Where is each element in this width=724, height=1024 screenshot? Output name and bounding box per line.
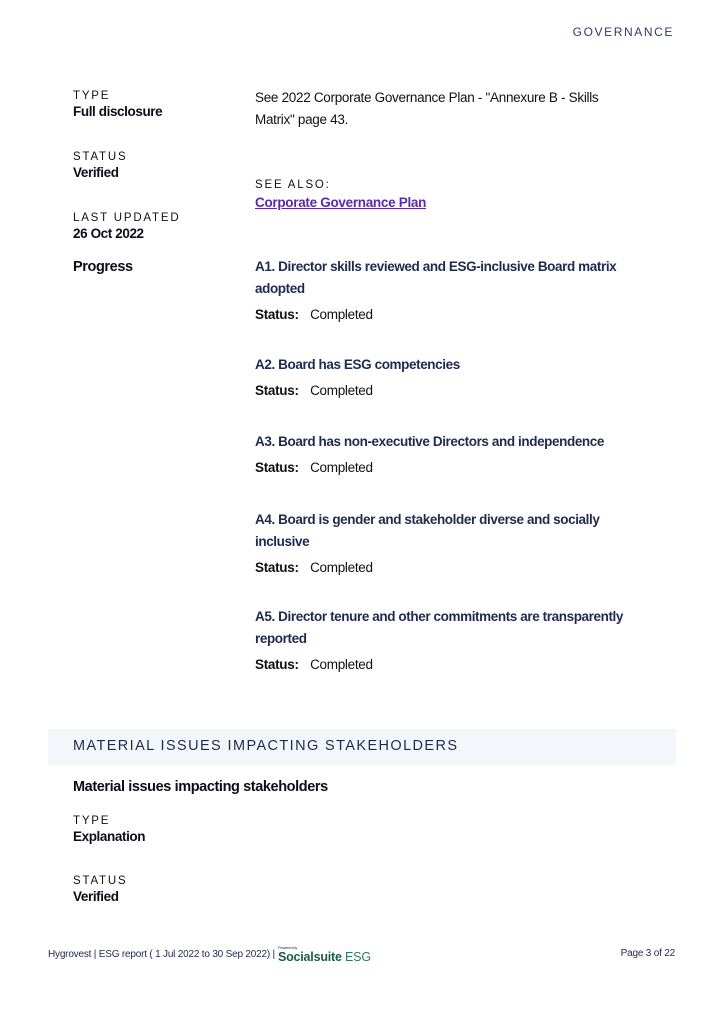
meta-type [73, 89, 243, 121]
status-value: Verified [73, 889, 119, 904]
status-label: STATUS [73, 875, 128, 887]
type-label: TYPE [73, 815, 111, 827]
meta-status [73, 150, 243, 182]
section-meta-status [73, 874, 243, 906]
progress-item-title: A2. Board has ESG competencies [255, 357, 460, 372]
footer-report-info [48, 946, 371, 964]
disclosure-block [255, 87, 640, 131]
section-header-bar [48, 729, 676, 765]
brand-suffix: ESG [345, 950, 371, 964]
section-meta-type [73, 814, 243, 846]
status-key: Status: [255, 307, 299, 322]
page-number: Page 3 of 22 [620, 948, 675, 959]
progress-item-a5 [255, 606, 645, 674]
see-also-label: SEE ALSO: [255, 179, 331, 191]
progress-item-status [255, 656, 645, 674]
progress-item-title: A3. Board has non-executive Directors and independence [255, 434, 604, 449]
status-key: Status: [255, 657, 299, 672]
progress-item-status [255, 382, 645, 400]
section-subtitle: Material issues impacting stakeholders [73, 779, 328, 795]
status-value: Completed [310, 657, 373, 672]
status-value: Completed [310, 460, 373, 475]
status-value: Completed [310, 560, 373, 575]
footer-text: Hygrovest | ESG report ( 1 Jul 2022 to 30 Sep 2022) | [48, 949, 275, 961]
progress-item-status [255, 306, 645, 324]
progress-item-status [255, 559, 645, 577]
see-also-block [255, 178, 645, 212]
progress-item-title: A1. Director skills reviewed and ESG-inclusive Board matrix adopted [255, 259, 617, 296]
brand-name [278, 951, 371, 964]
section-title: MATERIAL ISSUES IMPACTING STAKEHOLDERS [73, 738, 459, 754]
status-key: Status: [255, 560, 299, 575]
last-updated-label: LAST UPDATED [73, 212, 181, 224]
progress-item-a1 [255, 256, 645, 324]
type-value: Full disclosure [73, 104, 163, 119]
progress-item-a2 [255, 354, 645, 400]
disclosure-text: See 2022 Corporate Governance Plan - "Annexure B - Skills Matrix" page 43. [255, 90, 599, 127]
progress-item-title: A5. Director tenure and other commitments are transparently reported [255, 609, 624, 646]
corporate-governance-plan-link[interactable]: Corporate Governance Plan [255, 195, 427, 210]
meta-last-updated [73, 211, 243, 243]
status-label: STATUS [73, 151, 128, 163]
socialsuite-logo [278, 946, 371, 964]
progress-item-a4 [255, 509, 645, 577]
progress-label: Progress [73, 259, 133, 275]
powered-by-text: Powered by [277, 945, 298, 950]
status-key: Status: [255, 460, 299, 475]
progress-item-title: A4. Board is gender and stakeholder diverse and socially inclusive [255, 512, 600, 549]
last-updated-value: 26 Oct 2022 [73, 226, 144, 241]
status-key: Status: [255, 383, 299, 398]
status-value: Verified [73, 165, 119, 180]
progress-item-status [255, 459, 645, 477]
status-value: Completed [310, 383, 373, 398]
type-value: Explanation [73, 829, 146, 844]
header-section-label: GOVERNANCE [572, 25, 674, 39]
type-label: TYPE [73, 90, 111, 102]
progress-item-a3 [255, 431, 645, 477]
status-value: Completed [310, 307, 373, 322]
brand-name-text: Socialsuite [277, 950, 342, 964]
